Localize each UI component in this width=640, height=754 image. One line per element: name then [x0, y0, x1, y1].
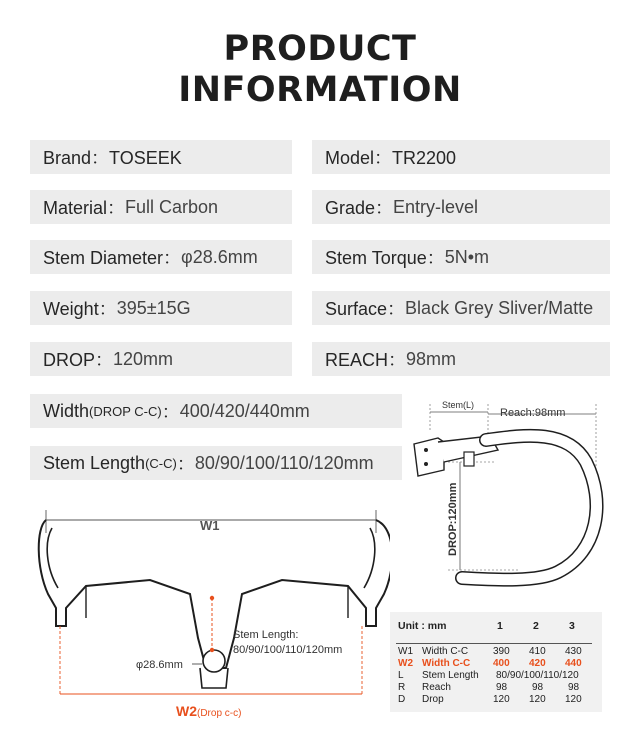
table-cell-v1: 98	[496, 682, 508, 693]
side-drop-label: DROP:120mm	[447, 482, 459, 556]
stem-length-title: Stem Length:	[233, 629, 299, 641]
front-view-diagram	[30, 498, 390, 730]
side-reach-label: Reach:98mm	[500, 407, 566, 419]
table-cell-v1: 120	[493, 694, 510, 705]
spec-width-colon: ：	[161, 402, 180, 422]
table-header-1: 1	[497, 620, 503, 632]
spec-stem-diameter-value: φ28.6mm	[181, 246, 258, 267]
spec-model	[312, 140, 610, 174]
title-line-2: INFORMATION	[178, 70, 462, 110]
table-header-3: 3	[569, 620, 575, 632]
diameter-label: φ28.6mm	[136, 659, 183, 671]
spec-reach-value: 98mm	[406, 348, 457, 369]
table-cell-name: Reach	[422, 682, 451, 693]
table-cell-code: L	[398, 670, 404, 681]
spec-grade-value: Entry-level	[393, 196, 479, 217]
table-cell-name: Drop	[422, 694, 444, 705]
table-cell-v1: 390	[493, 646, 510, 657]
table-cell-v1: 400	[493, 658, 510, 669]
spec-material-key: Material：	[43, 198, 126, 218]
w2-sub: (Drop c-c)	[197, 708, 242, 719]
spec-width-sub: (DROP C-C)	[89, 403, 162, 419]
spec-width	[30, 394, 402, 428]
table-cell-v3: 98	[568, 682, 580, 693]
table-cell-v3: 440	[565, 658, 582, 669]
spec-surface	[312, 291, 610, 325]
table-row	[390, 670, 602, 682]
table-cell-code: W2	[398, 658, 413, 669]
side-stem-label: Stem(L)	[442, 400, 475, 410]
spec-brand	[30, 140, 292, 174]
table-cell-code: D	[398, 694, 406, 705]
spec-stem-torque-value: 5N•m	[444, 246, 490, 267]
table-cell-vall: 80/90/100/110/120	[496, 670, 579, 681]
table-row-highlight	[390, 658, 602, 670]
table-cell-v2: 410	[529, 646, 546, 657]
table-cell-v2: 120	[529, 694, 546, 705]
table-cell-name: Width C-C	[422, 646, 469, 657]
spec-drop-value: 120mm	[113, 348, 174, 369]
spec-model-text: Model：TR2200	[325, 148, 457, 168]
table-cell-code: W1	[398, 646, 413, 657]
spec-stem-length-value: 80/90/100/110/120mm	[194, 452, 374, 473]
spec-weight-key: Weight：	[43, 299, 117, 319]
spec-stem-length-colon: ：	[176, 454, 195, 474]
spec-stem-length-sub: (C-C)	[145, 455, 177, 471]
spec-weight	[30, 291, 292, 325]
table-cell-name: Stem Length	[422, 670, 479, 681]
spec-stem-diameter	[30, 240, 292, 274]
spec-reach-key: REACH：	[325, 350, 407, 370]
spec-drop	[30, 342, 292, 376]
table-header-unit: Unit : mm	[398, 620, 447, 632]
stem-length-values: 80/90/100/110/120mm	[233, 644, 343, 656]
table-cell-code: R	[398, 682, 406, 693]
spec-grade	[312, 190, 610, 224]
table-cell-v2: 98	[532, 682, 544, 693]
spec-stem-length-key: Stem Length	[43, 452, 146, 473]
spec-stem-torque	[312, 240, 610, 274]
spec-stem-torque-key: Stem Torque：	[325, 248, 445, 268]
side-view-diagram	[408, 392, 608, 602]
title-line-1: PRODUCT	[223, 29, 417, 69]
spec-stem-diameter-key: Stem Diameter：	[43, 248, 182, 268]
table-row	[390, 694, 602, 706]
spec-stem-length	[30, 446, 402, 480]
spec-material-value: Full Carbon	[125, 196, 219, 217]
spec-drop-key: DROP：	[43, 350, 114, 370]
spec-material	[30, 190, 292, 224]
table-header-2: 2	[533, 620, 539, 632]
spec-grade-key: Grade：	[325, 198, 394, 218]
w1-label: W1	[200, 518, 220, 533]
spec-weight-value: 395±15G	[116, 297, 191, 318]
table-row	[390, 682, 602, 694]
spec-brand-text: Brand：TOSEEK	[43, 148, 182, 168]
spec-surface-value: Black Grey Sliver/Matte	[405, 297, 594, 318]
spec-width-key: Width	[43, 400, 90, 421]
w2-main: W2	[176, 703, 197, 719]
spec-surface-key: Surface：	[325, 299, 406, 319]
table-cell-name: Width C-C	[422, 658, 471, 669]
size-table	[390, 612, 602, 712]
table-rule	[396, 643, 592, 644]
table-row	[390, 646, 602, 658]
table-cell-v3: 120	[565, 694, 582, 705]
table-cell-v2: 420	[529, 658, 546, 669]
table-cell-v3: 430	[565, 646, 582, 657]
w2-label	[176, 703, 241, 719]
table-header-row	[390, 620, 602, 632]
spec-reach	[312, 342, 610, 376]
spec-width-value: 400/420/440mm	[179, 400, 310, 421]
